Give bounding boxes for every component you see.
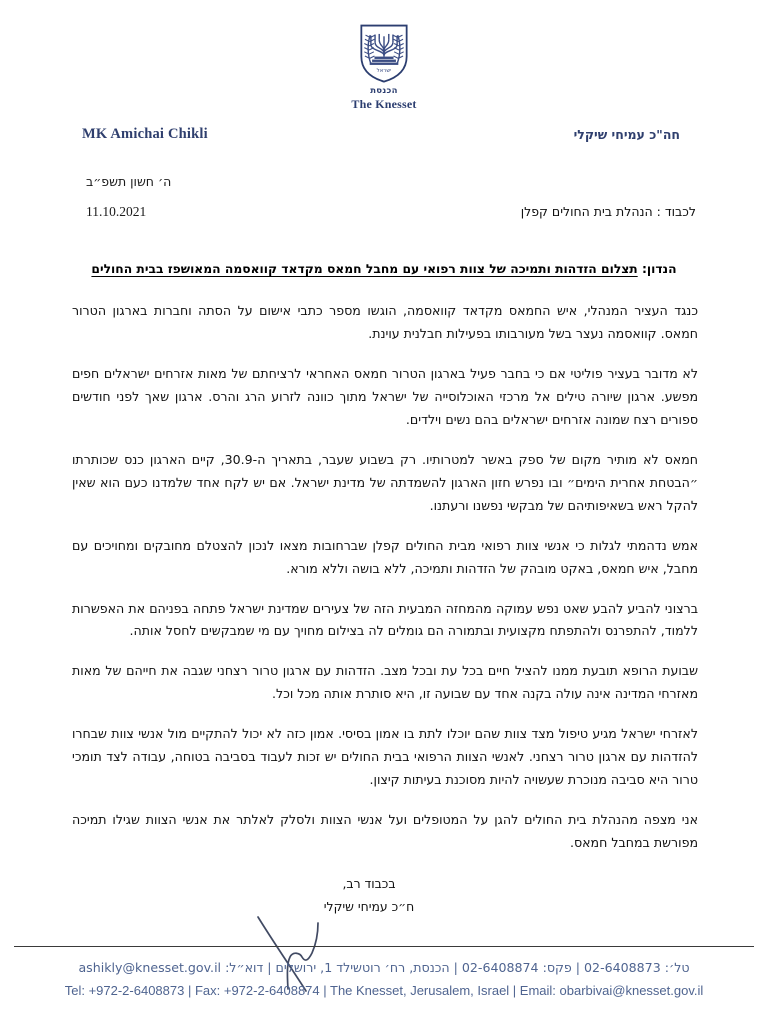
emblem-caption-english: The Knesset bbox=[351, 97, 417, 111]
closing-block bbox=[0, 872, 768, 919]
gregorian-date: 11.10.2021 bbox=[86, 204, 147, 219]
hebrew-date: ה׳ חשון תשפ״ב bbox=[86, 174, 172, 189]
page-footer bbox=[0, 946, 768, 1002]
closing-salutation: בכבוד רב, bbox=[342, 875, 396, 891]
closing-signer: ח״כ עמיחי שיקלי bbox=[323, 899, 415, 915]
knesset-emblem-icon bbox=[353, 22, 415, 84]
body-paragraph: שבועת הרופא תובעת ממנו להציל חיים בכל עת ובכל מצב. הזדהות עם ארגון טרור רצחני שגבה את חייהם של מאות מאזרחי המדינה אינה עולה בקנה אחד עם שבועה זו, היא סותרת אותה מכל וכל. bbox=[72, 663, 698, 702]
emblem-caption-hebrew: הכנסת bbox=[370, 86, 398, 96]
addressee-line: לכבוד : הנהלת בית החולים קפלן bbox=[520, 204, 696, 219]
body-paragraph: לא מדובר בעציר פוליטי אם כי בחבר פעיל בארגון הטרור חמאס האחראי לרציחתם של מאות אזרחים ישראלים חפים מפשע. ארגון שיורה טילים אל מרכזי האוכלוסייה של ישראל מתוך כוונה לזרוע הרג והרס. ארגון שאך לפני חודשים ספורים רצח שמונה אזרחים ישראלים בהם נשים וילדים. bbox=[72, 366, 698, 428]
body-paragraph: כנגד העציר המנהלי, איש החמאס מקדאד קוואסמה, הוגשו מספר כתבי אישום על הסתה וחברות בארגון הטרור חמאס. קוואסמה נעצר בשל מעורבותו בפעילות חבלנית עוינת. bbox=[72, 303, 698, 342]
body-paragraph: אמש נדהמתי לגלות כי אנשי צוות רפואי מבית החולים קפלן שברחובות מצאו לנכון להצטלם מחובקים ומחויכים עם מחבל, איש חמאס, באקט מובהק של הזדהות ותמיכה, ללא בושה וללא מורא. bbox=[72, 537, 698, 576]
header-name-row bbox=[0, 126, 768, 148]
footer-contact-english: Tel: +972-2-6408873 | Fax: +972-2-6408874 | The Knesset, Jerusalem, Israel | Email: obarbivai@knesset.gov.il bbox=[64, 983, 704, 999]
body-paragraph: לאזרחי ישראל מגיע טיפול מצד צוות שהם יוכלו לתת בו אמון בסיסי. אמון כזה לא יכול להתקיים מול אנשי צוות שבחרו להזדהות עם ארגון טרור רצחני. לאנשי הצוות הרפואי בבית החולים יש זכות לעבוד בסביבה בטוחה, עבודה לצד תומכי טרור היא סביבה מנוכרת שעשויה להיות מסוכנת בעיתות קיצון. bbox=[72, 726, 698, 787]
letter-body bbox=[72, 300, 698, 854]
subject-text: תצלום הזדהות ותמיכה של צוות רפואי עם מחבל חמאס מקדאד קוואסמה המאושפז בבית החולים bbox=[91, 262, 638, 276]
subject-label: הנדון: bbox=[637, 262, 677, 276]
member-name-english: MK Amichai Chikli bbox=[82, 126, 208, 142]
footer-contact-hebrew: טל׳: 02-6408873 | פקס: 02-6408874 | הכנסת, רח׳ רוטשילד 1, ירושלים | דוא״ל: ashikly@knesset.gov.il bbox=[78, 960, 690, 976]
subject-line bbox=[56, 260, 712, 278]
footer-divider bbox=[14, 946, 754, 947]
member-name-hebrew: חה"כ עמיחי שיקלי bbox=[573, 127, 680, 142]
letter-meta bbox=[0, 174, 768, 230]
body-paragraph: ברצוני להביע להבע שאט נפש עמוקה מהמחזה המבעית הזה של צעירים שמדינת ישראל פתחה בפניהם את האפשרות ללמוד, להתפרנס ולהתפתח מקצועית ובתמורה הם גומלים לה בצילום מחויך עם מי שמבקשים לחסל אותה. bbox=[72, 600, 698, 639]
body-paragraph: חמאס לא מותיר מקום של ספק באשר למטרותיו. רק בשבוע שעבר, בתאריך ה-30.9, קיים הארגון כנס שכותרתו ״הבטחת אחרית הימים״ ובו נפרש חזון הארגון להשמדתה של מדינת ישראל. אם יש לקח אחד שלמדנו כעם הוא שאין להקל ראש בשאיפותיהם של מבקשי נפשנו ורעתנו. bbox=[72, 451, 698, 513]
body-paragraph: אני מצפה מהנהלת בית החולים להגן על המטופלים ועל אנשי הצוות ולסלק לאלתר את אנשי הצוות שגילו תמיכה מפורשת במחבל חמאס. bbox=[72, 811, 698, 850]
svg-text:ישראל: ישראל bbox=[376, 68, 392, 75]
letterhead bbox=[0, 0, 768, 112]
